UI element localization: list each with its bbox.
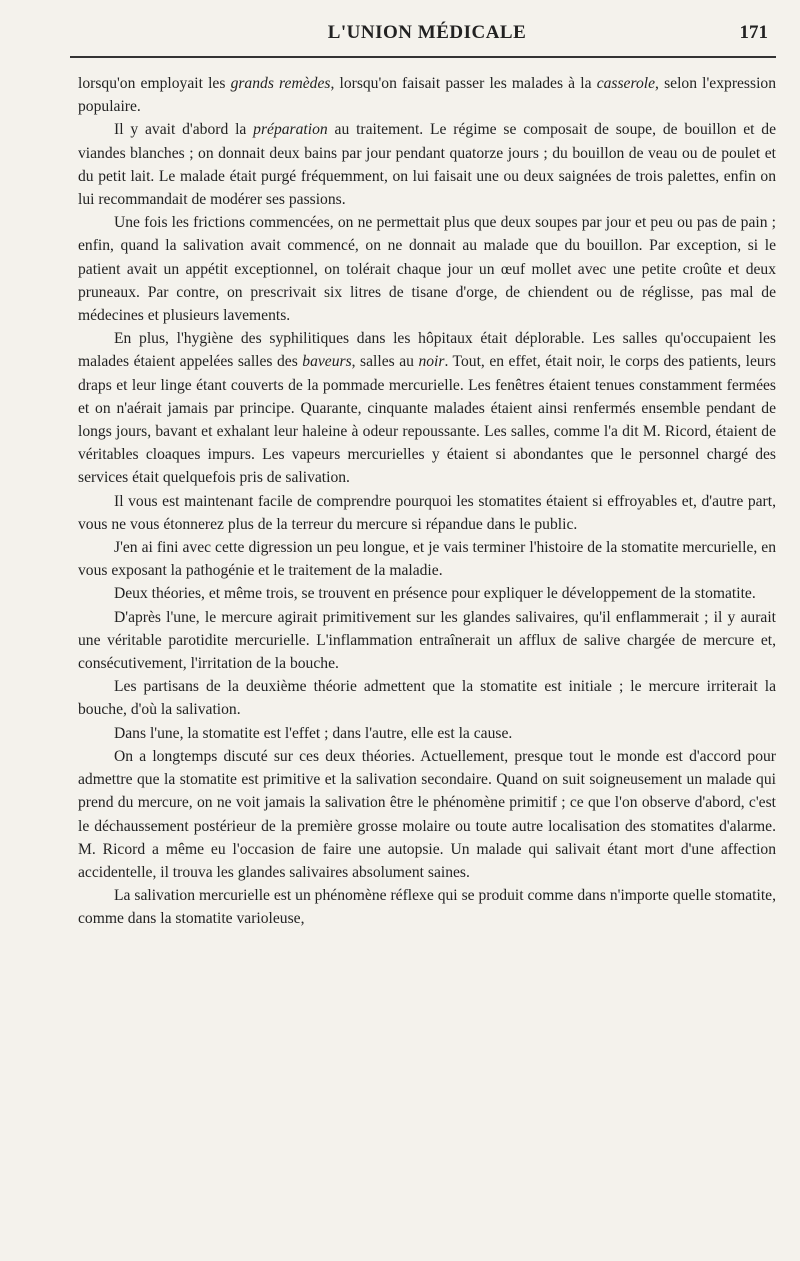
- header-rule: [70, 56, 776, 58]
- paragraph-10: Dans l'une, la stomatite est l'effet ; dans l'autre, elle est la cause.: [114, 724, 513, 742]
- paragraph-9: Les partisans de la deuxième théorie admettent que la stomatite est initiale ; le mercure irriterait la bouche, d'où la salivation.: [78, 678, 776, 719]
- paragraph-3: Une fois les frictions commencées, on ne permettait plus que deux soupes par jour et peu ou pas de pain ; enfin, quand la salivation avait commencé, on ne donnait au malade que du bouillon. Par exception, si le patient avait un appétit exceptionnel, on tolérait chaque jour un œuf mollet avec une petite croûte et deux pruneaux. Par contre, on prescrivait six litres de tisane d'orge, de chiendent ou de réglisse, pas mal de médecines et plusieurs lavements.: [78, 214, 776, 325]
- paragraph-11: On a longtemps discuté sur ces deux théories. Actuellement, presque tout le monde est d'accord pour admettre que la stomatite est primitive et la salivation secondaire. Quand on suit soigneusement un malade qui prend du mercure, on ne voit jamais la salivation être le phénomène primitif ; ce que l'on observe d'abord, c'est le déchaussement postérieur de la première grosse molaire ou toute autre localisation des stomatites d'alarme. M. Ricord a même eu l'occasion de faire une autopsie. Un malade qui salivait étant mort d'une affection accidentelle, il trouva les glandes salivaires absolument saines.: [78, 747, 776, 881]
- page-number: 171: [739, 22, 768, 43]
- paragraph-12: La salivation mercurielle est un phénomène réflexe qui se produit comme dans n'importe quelle stomatite, comme dans la stomatite varioleuse,: [78, 887, 776, 928]
- paragraph-4: En plus, l'hygiène des syphilitiques dans les hôpitaux était déplorable. Les salles qu'occupaient les malades étaient appelées salles des baveurs, salles au noir. Tout, en effet, était noir, le corps des patients, leurs draps et leur linge étant couverts de la pommade mercurielle. Les fenêtres étaient tenues constamment fermées et on n'aérait jamais par principe. Quarante, cinquante malades étaient ainsi renfermés ensemble pendant de longs jours, bavant et exhalant leur haleine à odeur repoussante. Les salles, comme l'a dit M. Ricord, étaient de véritables cloaques impurs. Les vapeurs mercurielles y étaient si abondantes que le personnel chargé des services était quelquefois pris de salivation.: [78, 330, 776, 487]
- paragraph-1: lorsqu'on employait les grands remèdes, lorsqu'on faisait passer les malades à la casserole, selon l'expression populaire.: [78, 75, 776, 116]
- paragraph-5: Il vous est maintenant facile de comprendre pourquoi les stomatites étaient si effroyables et, d'autre part, vous ne vous étonnerez plus de la terreur du mercure si répandue dans le public.: [78, 492, 776, 533]
- page-header: [78, 22, 776, 52]
- paragraph-2: Il y avait d'abord la préparation au traitement. Le régime se composait de soupe, de bouillon et de viandes blanches ; on donnait deux bains par jour pendant quatorze jours ; du bouillon de veau ou de poulet et du petit lait. Le malade était purgé fréquemment, on lui faisait une ou deux saignées de trois palettes, enfin on lui recommandait de modérer ses passions.: [78, 121, 777, 209]
- paragraph-8: D'après l'une, le mercure agirait primitivement sur les glandes salivaires, qu'il enflammerait ; il y aurait une véritable parotidite mercurielle. L'inflammation entraînerait un afflux de salive chargée de mercure et, consécutivement, l'irritation de la bouche.: [78, 608, 776, 673]
- paragraph-6: J'en ai fini avec cette digression un peu longue, et je vais terminer l'histoire de la stomatite mercurielle, en vous exposant la pathogénie et le traitement de la maladie.: [78, 539, 776, 580]
- running-title: L'UNION MÉDICALE: [327, 22, 527, 43]
- article-body: [78, 72, 776, 931]
- paragraph-7: Deux théories, et même trois, se trouvent en présence pour expliquer le développement de la stomatite.: [114, 585, 756, 603]
